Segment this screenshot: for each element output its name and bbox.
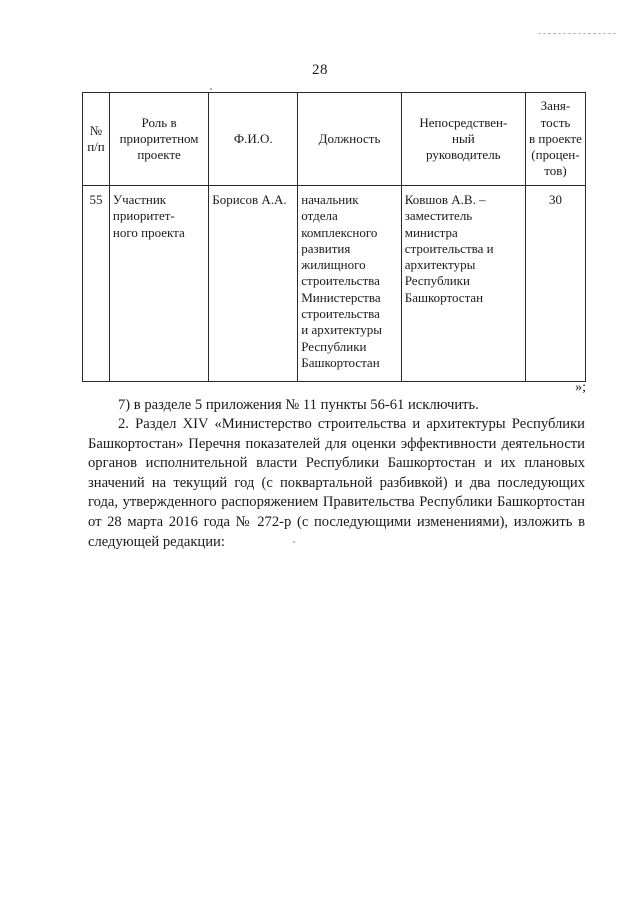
scan-artifact-line (538, 33, 616, 34)
table-row (83, 186, 586, 382)
cell-fio: Борисов А.А. (209, 186, 298, 382)
cell-line: архитектуры (404, 257, 476, 273)
cell-line: министра (404, 224, 458, 240)
cell-line: ный (452, 130, 475, 146)
cell-line: Роль в (141, 114, 177, 130)
cell-line: проекте (137, 147, 181, 163)
header-supervisor (401, 93, 525, 186)
cell-line: Башкортостан (301, 354, 380, 370)
cell-line: Непосредствен- (419, 114, 508, 130)
cell-line: Ковшов А.В. – (404, 192, 486, 207)
cell-number: 55 (83, 186, 110, 382)
cell-line: Республики (404, 273, 470, 289)
cell-line: Должность (318, 130, 381, 146)
cell-line: строительства и (404, 240, 494, 256)
cell-line: жилищного (301, 257, 366, 273)
participants-table (82, 92, 586, 382)
cell-line: № (89, 122, 103, 138)
cell-line: приоритет- (112, 208, 175, 224)
cell-line: комплексного (301, 224, 378, 240)
header-role (109, 93, 208, 186)
cell-line: тов) (544, 163, 567, 179)
paragraph-item-2: 2. Раздел XIV «Министерство строительства и архитектуры Республики Башкортостан» Перечня показателей для оценки эффективности деятельности органов исполнительной власти Республики Башкортостан и их плановых значений на текущий год (с поквартальной разбивкой) и два последующих года, утвержденного распоряжением Правительства Республики Башкортостан от 28 марта 2016 года № 272-р (с последующими изменениями), изложить в следующей редакции: (88, 416, 585, 550)
cell-line: приоритетном (119, 130, 199, 146)
paragraph-item-7: 7) в разделе 5 приложения № 11 пункты 56-61 исключить. (118, 397, 479, 413)
table-header-row (83, 93, 586, 186)
header-position (298, 93, 401, 186)
header-number (83, 93, 110, 186)
cell-line: Участник (112, 192, 167, 207)
cell-line: Министерства (301, 289, 381, 305)
cell-line: Заня- (540, 98, 571, 114)
cell-line: п/п (87, 139, 105, 154)
cell-line: Республики (301, 338, 367, 354)
cell-line: строительства (301, 306, 380, 322)
cell-line: (процен- (531, 147, 580, 163)
header-fio (209, 93, 298, 186)
scan-artifact-dot (210, 88, 212, 90)
cell-role (109, 186, 208, 382)
cell-line: Ф.И.О. (233, 130, 273, 146)
cell-line: руководитель (426, 147, 501, 163)
closing-quote: »; (575, 380, 586, 395)
cell-line: Башкортостан (404, 289, 484, 305)
cell-line: начальник (301, 192, 359, 207)
header-workload (525, 93, 585, 186)
cell-supervisor (401, 186, 525, 382)
cell-workload: 30 (525, 186, 585, 382)
cell-line: ного проекта (112, 224, 185, 240)
cell-line: тость (540, 114, 571, 130)
cell-position (298, 186, 401, 382)
cell-line: и архитектуры (301, 322, 383, 338)
cell-line: в проекте (529, 130, 582, 146)
cell-line: развития (301, 240, 351, 256)
cell-line: строительства (301, 273, 380, 289)
cell-line: заместитель (404, 208, 473, 224)
cell-line: отдела (301, 208, 338, 224)
page-number: 28 (312, 62, 328, 78)
